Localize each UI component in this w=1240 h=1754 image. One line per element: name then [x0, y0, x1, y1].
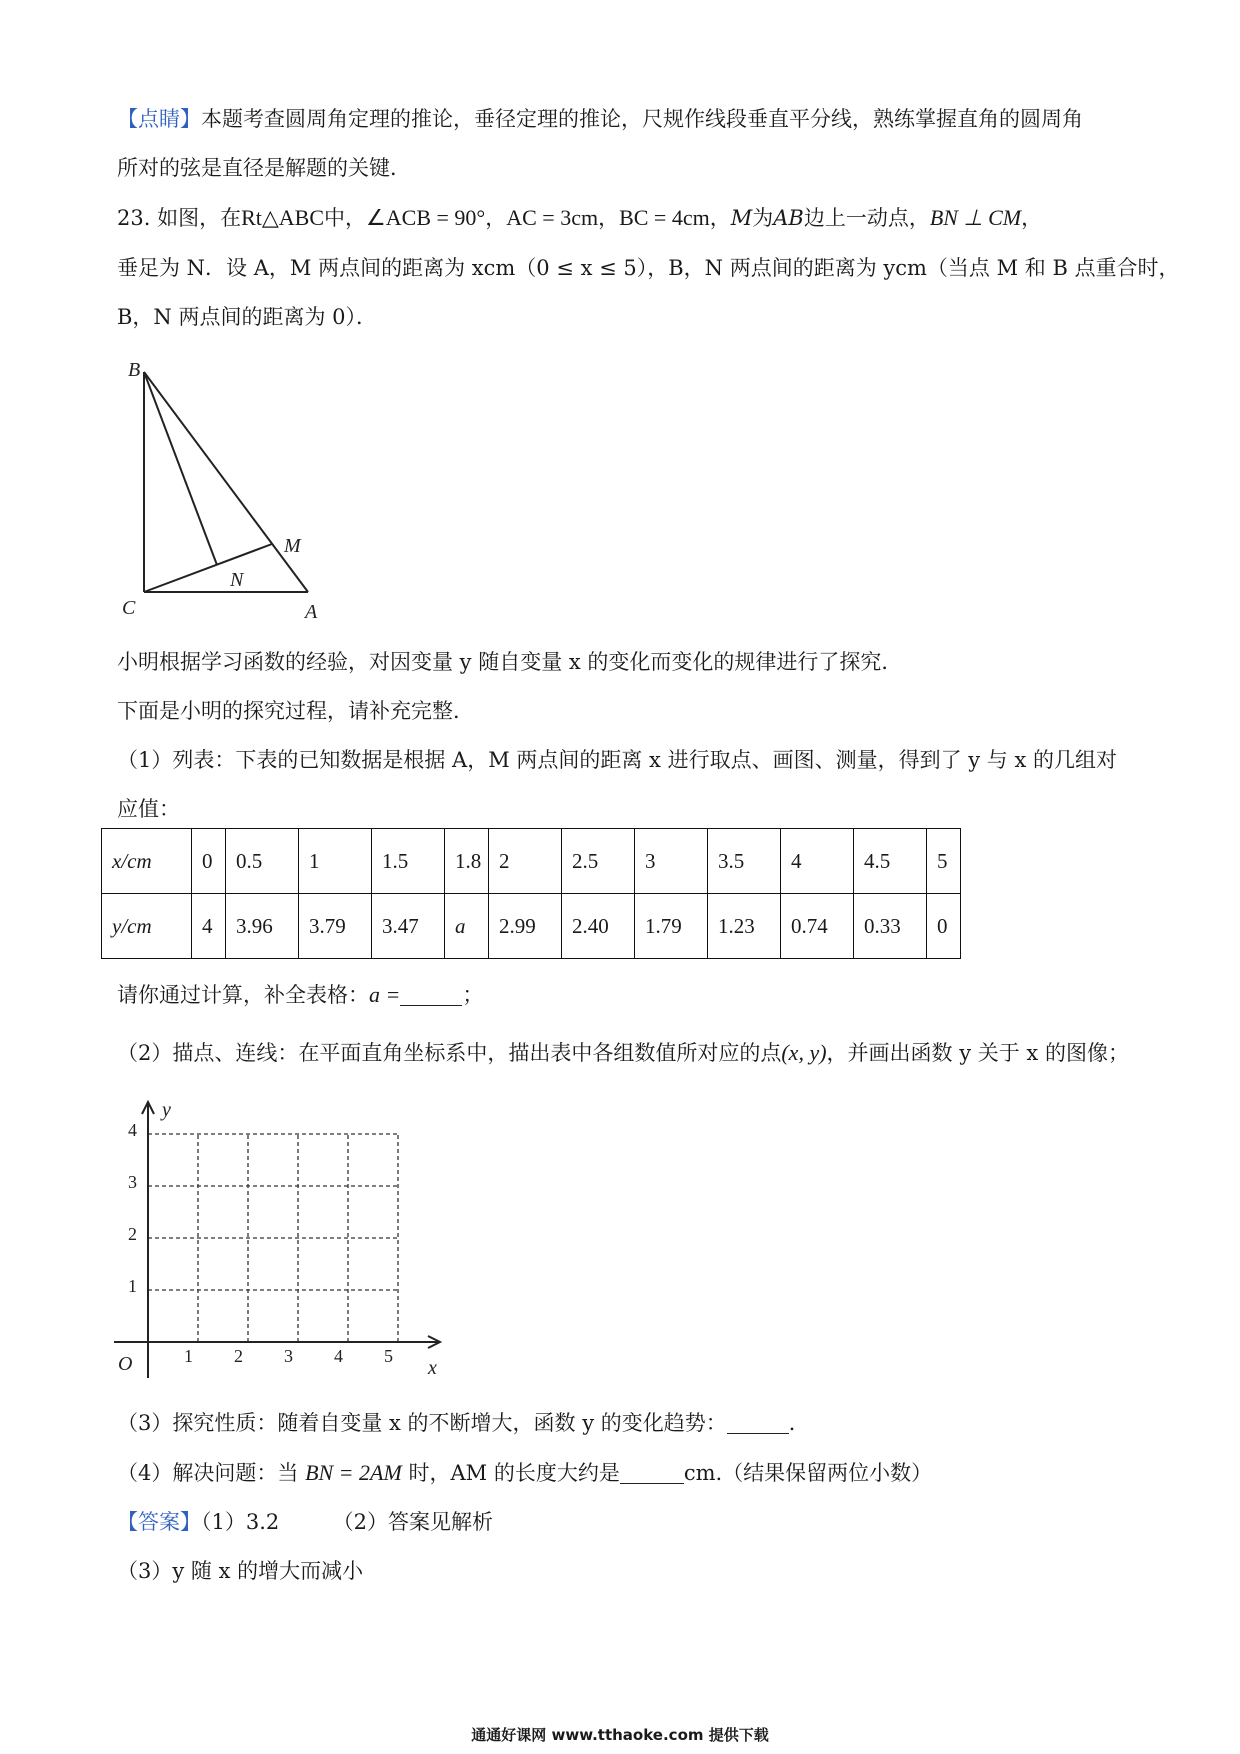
fill-prompt-text: 请你通过计算，补全表格： — [117, 983, 369, 1007]
problem-text: 如图，在 — [157, 206, 242, 230]
problem-text: 中， — [324, 206, 367, 230]
x-tick-label: 3 — [284, 1346, 293, 1366]
table-row-x — [102, 829, 961, 894]
answer-blank-trend[interactable] — [727, 1413, 789, 1434]
value-table — [101, 828, 961, 959]
dianjing-tag: 【点睛】 — [117, 107, 201, 131]
segment-cm — [144, 544, 272, 592]
page-footer: 通通好课网 www.tthaoke.com 提供下载 — [471, 1726, 769, 1744]
part4-line — [117, 1458, 932, 1488]
problem-text: ， — [709, 206, 731, 230]
part3-line — [117, 1408, 810, 1438]
x-tick-label: 5 — [384, 1346, 393, 1366]
problem-text: 边上一动点， — [803, 206, 930, 230]
fill-var: a = — [369, 982, 401, 1007]
segment-bn — [144, 372, 217, 565]
part3-text: （3）探究性质：随着自变量 x 的不断增大，函数 y 的变化趋势： — [117, 1411, 727, 1435]
part2-text: （2）描点、连线：在平面直角坐标系中，描出表中各组数值所对应的点 — [117, 1041, 782, 1065]
y-axis-label: y — [162, 1099, 171, 1121]
label-n: N — [230, 569, 244, 591]
math-m: M — [730, 206, 753, 230]
part1-line-1: （1）列表：下表的已知数据是根据 A，M 两点间的距离 x 进行取点、画图、测量，得到了 y 与 x 的几组对 — [117, 748, 1117, 772]
math-perp: BN ⊥ CM — [929, 205, 1022, 230]
table-cell: 1 — [299, 829, 372, 894]
intro-line-1: 小明根据学习函数的经验，对因变量 y 随自变量 x 的变化而变化的规律进行了探究． — [117, 650, 903, 674]
table-cell: 3.47 — [372, 894, 445, 959]
problem-line-2: 垂足为 N．设 A，M 两点间的距离为 xcm（0 ≤ x ≤ 5），B，N 两点间的距离为 ycm（当点 M 和 B 点重合时， — [117, 256, 1180, 280]
problem-text: ， — [598, 206, 620, 230]
answer-line-2: （3）y 随 x 的增大而减小 — [117, 1559, 364, 1583]
y-tick-label: 2 — [128, 1224, 137, 1244]
point-xy: (x, y) — [781, 1040, 827, 1065]
origin-label: O — [118, 1353, 133, 1375]
x-axis-label: x — [428, 1357, 437, 1379]
label-m: M — [284, 535, 301, 557]
table-cell: 1.23 — [708, 894, 781, 959]
table-row-y — [102, 894, 961, 959]
x-tick-label: 1 — [184, 1346, 193, 1366]
problem-line-3: B，N 两点间的距离为 0）． — [117, 305, 378, 329]
part1-line-2: 应值： — [117, 797, 180, 821]
part2-line — [117, 1038, 1129, 1068]
dianjing-line-2: 所对的弦是直径是解题的关键． — [117, 156, 411, 180]
answer-blank-am[interactable] — [620, 1463, 684, 1484]
fill-prompt — [117, 980, 483, 1010]
intro-line-2: 下面是小明的探究过程，请补充完整． — [117, 699, 474, 723]
table-cell: 0.33 — [854, 894, 927, 959]
math-ab: AB — [773, 206, 804, 230]
problem-number: 23. — [117, 206, 151, 230]
part4-text-a: （4）解决问题：当 — [117, 1461, 299, 1485]
grid-lines — [148, 1134, 398, 1342]
label-a: A — [305, 601, 318, 623]
table-cell: 4 — [781, 829, 854, 894]
y-tick-label: 3 — [128, 1172, 137, 1192]
table-cell: 1.8 — [445, 829, 489, 894]
fill-prompt-end: ； — [462, 983, 484, 1007]
table-cell-a: a — [445, 894, 489, 959]
part2-end: ，并画出函数 y 关于 x 的图像； — [826, 1041, 1129, 1065]
table-header-y: y/cm — [102, 894, 192, 959]
table-header-x: x/cm — [102, 829, 192, 894]
table-cell: 2.5 — [562, 829, 635, 894]
table-cell: 3 — [635, 829, 708, 894]
part4-text-b: 时，AM 的长度大约是 — [408, 1461, 620, 1485]
table-cell: 2.99 — [489, 894, 562, 959]
table-cell: 5 — [927, 829, 961, 894]
answer-blank-a[interactable] — [400, 985, 462, 1006]
table-cell: 2 — [489, 829, 562, 894]
problem-text: ， — [485, 206, 507, 230]
problem-text: 为 — [752, 206, 774, 230]
answer-1: （1）3.2 — [201, 1510, 280, 1534]
side-ab — [144, 372, 308, 592]
table-cell: 1.5 — [372, 829, 445, 894]
coordinate-grid — [112, 1098, 452, 1388]
math-bc: BC = 4cm — [619, 205, 710, 230]
triangle-figure — [112, 352, 332, 624]
table-cell: 4.5 — [854, 829, 927, 894]
answer-2: （2）答案见解析 — [332, 1510, 494, 1534]
dianjing-text-1: 本题考查圆周角定理的推论，垂径定理的推论，尺规作线段垂直平分线，熟练掌握直角的圆周角 — [201, 107, 1083, 131]
math-bn-eq: BN = 2AM — [305, 1460, 402, 1485]
table-cell: 0.5 — [226, 829, 299, 894]
answer-line-1 — [117, 1507, 493, 1537]
y-tick-label: 4 — [128, 1120, 137, 1140]
dianjing-line-1 — [117, 104, 1083, 134]
table-cell: 3.96 — [226, 894, 299, 959]
part4-text-c: cm.（结果保留两位小数） — [683, 1461, 933, 1485]
y-tick-label: 1 — [128, 1276, 137, 1296]
math-angle: ∠ACB = 90° — [366, 205, 486, 230]
problem-line-1 — [117, 203, 1042, 233]
table-cell: 0 — [927, 894, 961, 959]
table-cell: 3.5 — [708, 829, 781, 894]
table-cell: 0 — [192, 829, 226, 894]
table-cell: 4 — [192, 894, 226, 959]
x-tick-label: 2 — [234, 1346, 243, 1366]
table-cell: 3.79 — [299, 894, 372, 959]
table-cell: 2.40 — [562, 894, 635, 959]
problem-text: ， — [1021, 206, 1043, 230]
part3-end: ． — [788, 1411, 810, 1435]
table-cell: 1.79 — [635, 894, 708, 959]
math-rt-abc: Rt△ABC — [241, 205, 325, 230]
label-c: C — [122, 597, 136, 619]
answer-tag: 【答案】 — [117, 1510, 201, 1534]
x-tick-label: 4 — [334, 1346, 343, 1366]
math-ac: AC = 3cm — [506, 205, 599, 230]
label-b: B — [128, 359, 141, 381]
table-cell: 0.74 — [781, 894, 854, 959]
